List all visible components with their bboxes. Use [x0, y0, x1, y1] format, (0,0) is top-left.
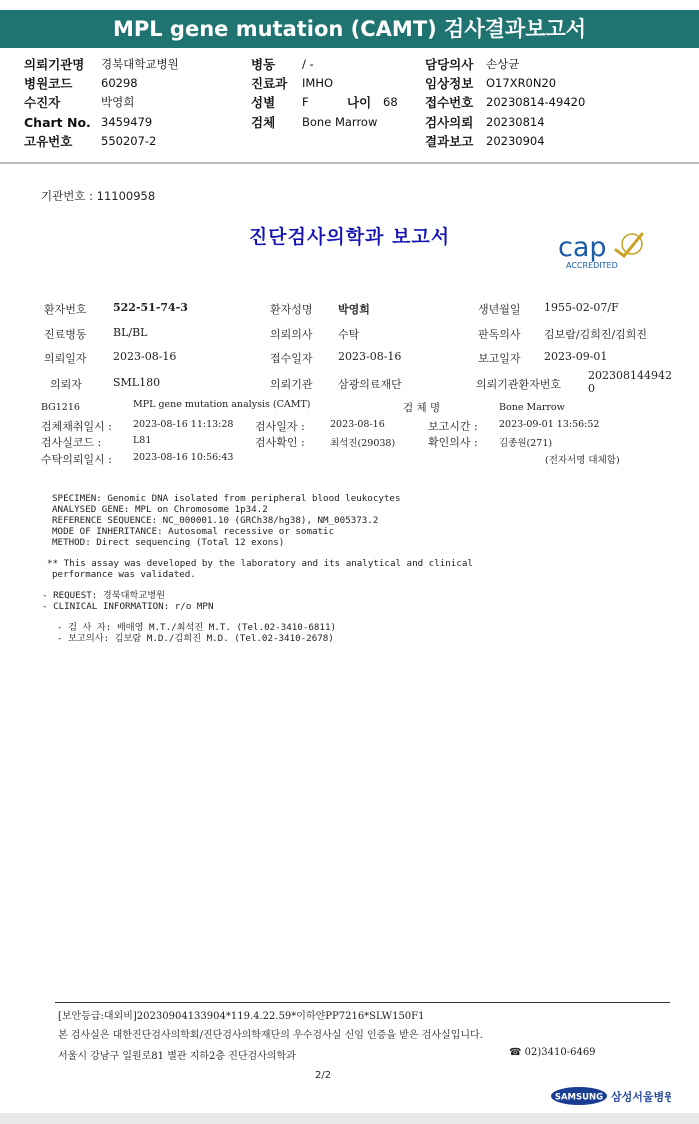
report-method: METHOD: Direct sequencing (Total 12 exons)	[52, 537, 285, 548]
value-patient-name: 박영희	[338, 303, 370, 316]
label-unique-no: 고유번호	[24, 134, 73, 149]
value-hospital-code: 60298	[101, 76, 138, 90]
value-reading-doctor: 김보람/김희진/김희진	[544, 328, 648, 341]
cap-logo-text: cap	[558, 232, 607, 263]
certification-line: 본 검사실은 대한진단검사의학회/진단검사의학재단의 우수검사실 신임 인증을 받은 검사실입니다.	[58, 1030, 483, 1041]
phone-number: ☎ 02)3410-6469	[509, 1047, 596, 1058]
label-requester: 의뢰자	[50, 378, 82, 391]
report-note-line2: performance was validated.	[52, 569, 196, 580]
page-number: 2/2	[315, 1070, 332, 1081]
label-sex: 성별	[251, 95, 276, 110]
value-test-date: 2023-08-16	[330, 419, 385, 430]
label-test-confirm: 검사확인 :	[255, 436, 305, 449]
cap-accredited-text: ACCREDITED	[566, 261, 618, 270]
value-test-confirm: 최석진(29038)	[330, 438, 396, 449]
report-clinical-info: - CLINICAL INFORMATION: r/o MPN	[42, 601, 214, 612]
label-age: 나이	[347, 95, 372, 110]
institution-number: 기관번호 : 11100958	[41, 189, 156, 203]
value-ward: / -	[302, 57, 314, 71]
samsung-hospital-logo	[551, 1086, 671, 1106]
label-result-report: 결과보고	[425, 134, 474, 149]
security-line: [보안등급:대외비]20230904133904*119.4.22.59*이하얀PP7216*SLW150F1	[58, 1011, 425, 1022]
header-divider	[0, 162, 699, 164]
label-birthdate: 생년월일	[478, 303, 521, 316]
value-test-request: 20230814	[486, 115, 545, 129]
value-outsource-time: 2023-08-16 10:56:43	[133, 452, 234, 463]
value-receipt-date: 2023-08-16	[338, 350, 402, 363]
value-clinical-info: O17XR0N20	[486, 76, 557, 90]
value-attending-physician: 손상균	[486, 57, 520, 71]
label-specimen-name: 검 체 명	[403, 402, 441, 414]
value-requester: SML180	[113, 376, 161, 389]
hospital-name: 삼성서울병원	[611, 1090, 671, 1104]
label-patient-no: 환자번호	[44, 303, 87, 316]
value-collection-time: 2023-08-16 11:13:28	[133, 419, 234, 430]
value-birthdate: 1955-02-07/F	[544, 301, 619, 314]
value-org-patient-no-line2: 0	[588, 382, 595, 395]
label-chart-no: Chart No.	[24, 115, 91, 130]
report-gene: ANALYSED GENE: MPL on Chromosome 1p34.2	[52, 504, 268, 515]
label-org-patient-no: 의뢰기관환자번호	[476, 378, 562, 391]
label-report-date: 보고일자	[478, 352, 521, 365]
value-chart-no: 3459479	[101, 115, 153, 129]
label-department: 진료과	[251, 76, 288, 91]
cap-accredited-logo	[556, 226, 652, 272]
label-accession-no: 접수번호	[425, 95, 474, 110]
value-age: 68	[383, 95, 398, 109]
test-name: MPL gene mutation analysis (CAMT)	[133, 399, 311, 410]
report-note-line1: ** This assay was developed by the laboratory and its analytical and clinical	[47, 558, 473, 569]
report-title-bar	[0, 0, 699, 50]
page-bottom-bar	[0, 1113, 699, 1124]
value-requesting-institution: 경북대학교병원	[101, 57, 179, 71]
footer-divider	[55, 1002, 670, 1003]
value-confirm-doctor: 김종원(271)	[499, 438, 553, 449]
value-specimen: Bone Marrow	[302, 115, 378, 129]
esign-note: (전자서명 대체함)	[545, 455, 620, 466]
label-outsource-time: 수탁의뢰일시 :	[41, 453, 112, 466]
value-report-time: 2023-09-01 13:56:52	[499, 419, 600, 430]
value-result-report: 20230904	[486, 134, 545, 148]
value-ward-dept: BL/BL	[113, 326, 148, 339]
label-test-date: 검사일자 :	[255, 420, 305, 433]
label-requesting-org: 의뢰기관	[270, 378, 313, 391]
value-unique-no: 550207-2	[101, 134, 157, 148]
label-attending-physician: 담당의사	[425, 57, 474, 72]
value-org-patient-no-line1: 202308144942	[588, 369, 672, 382]
report-reference: REFERENCE SEQUENCE: NC_000001.10 (GRCh38/hg38), NM_005373.2	[52, 515, 379, 526]
value-department: IMHO	[302, 76, 334, 90]
label-test-request: 검사의뢰	[425, 115, 474, 130]
label-collection-time: 검체채취일시 :	[41, 420, 112, 433]
label-confirm-doctor: 확인의사 :	[428, 436, 478, 449]
label-ward-dept: 진료병동	[44, 328, 87, 341]
report-title: MPL gene mutation (CAMT) 검사결과보고서	[0, 10, 699, 48]
label-clinical-info: 임상정보	[425, 76, 474, 91]
report-request: - REQUEST: 경북대학교병원	[42, 590, 165, 601]
report-reporter: - 보고의사: 김보람 M.D./김희진 M.D. (Tel.02-3410-2678)	[57, 633, 334, 644]
value-specimen-name: Bone Marrow	[499, 402, 565, 413]
label-patient-name: 환자성명	[270, 303, 313, 316]
value-patient: 박영희	[101, 95, 135, 109]
value-request-date: 2023-08-16	[113, 350, 177, 363]
label-ward: 병동	[251, 57, 276, 72]
label-specimen: 검체	[251, 115, 276, 130]
test-code: BG1216	[41, 402, 80, 413]
value-sex: F	[302, 95, 309, 109]
value-patient-no: 522-51-74-3	[113, 301, 188, 314]
report-specimen: SPECIMEN: Genomic DNA isolated from peripheral blood leukocytes	[52, 493, 401, 504]
label-hospital-code: 병원코드	[24, 76, 73, 91]
samsung-wordmark: SAMSUNG	[554, 1092, 604, 1103]
label-requesting-institution: 의뢰기관명	[24, 57, 85, 72]
label-reading-doctor: 판독의사	[478, 328, 521, 341]
label-lab-code: 검사실코드 :	[41, 436, 102, 449]
label-patient: 수진자	[24, 95, 61, 110]
report-tester: - 검 사 자: 배애영 M.T./최석진 M.T. (Tel.02-3410-6811)	[57, 622, 337, 633]
label-receipt-date: 접수일자	[270, 352, 313, 365]
value-report-date: 2023-09-01	[544, 350, 608, 363]
value-requesting-org: 삼광의료재단	[338, 378, 402, 391]
address-line: 서울시 강남구 일원로81 별관 지하2층 진단검사의학과	[58, 1051, 296, 1062]
document-title: 진단검사의학과 보고서	[248, 226, 451, 248]
report-inheritance: MODE OF INHERITANCE: Autosomal recessive or somatic	[52, 526, 335, 537]
label-requesting-doctor: 의뢰의사	[270, 328, 313, 341]
value-accession-no: 20230814-49420	[486, 95, 586, 109]
value-lab-code: L81	[133, 435, 152, 446]
label-request-date: 의뢰일자	[44, 352, 87, 365]
value-requesting-doctor: 수탁	[338, 328, 360, 341]
label-report-time: 보고시간 :	[428, 420, 478, 433]
